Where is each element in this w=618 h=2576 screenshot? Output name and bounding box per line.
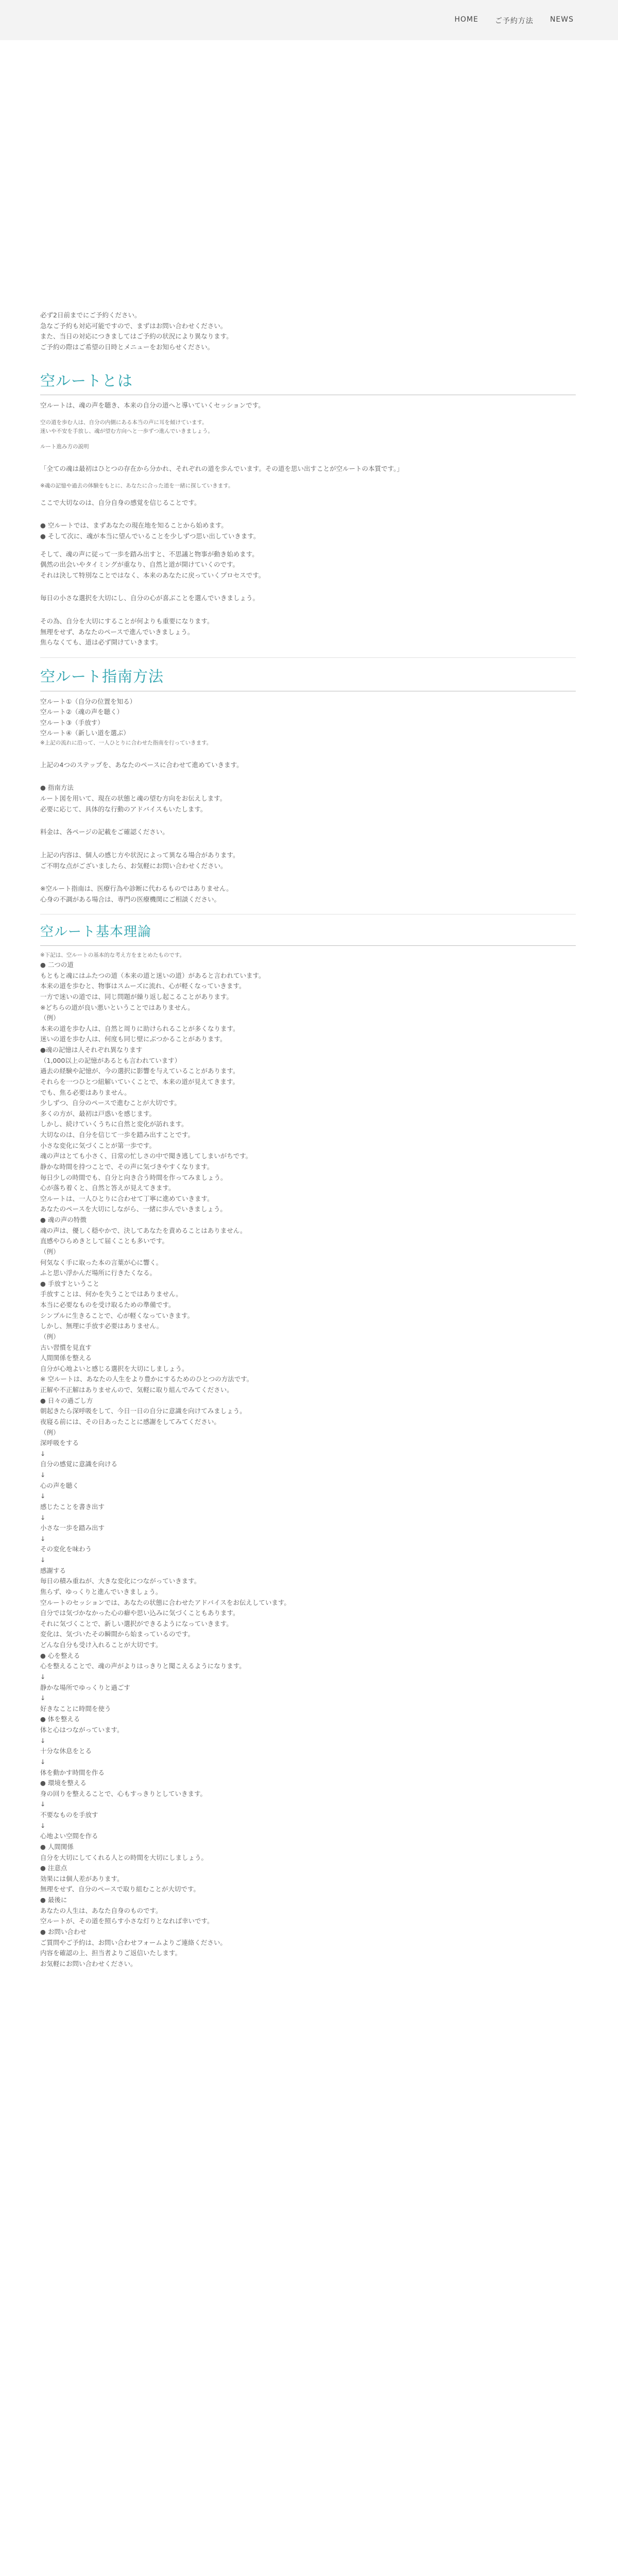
theory-block: ● お問い合わせ ご質問やご予約は、お問い合わせフォームよりご連絡ください。 内容を確認の上、担当者よりご返信いたします。 お気軽にお問い合わせください。: [40, 1927, 227, 1968]
main-content: [40, 310, 576, 1969]
theory-block: しかし、無理に手放す必要はありません。: [40, 1322, 163, 1330]
paragraph-note: 迷いや不安を手放し、魂が望む方向へと一歩ずつ進んでいきましょう。: [40, 428, 213, 434]
theory-block: （例） 古い習慣を見直す 人間関係を整える: [40, 1332, 92, 1362]
theory-block: 空ルートのセッションでは、あなたの状態に合わせたアドバイスをお伝えしています。: [40, 1598, 290, 1606]
theory-block: （例） 何気なく手に取った本の言葉が心に響く。 ふと思い浮かんだ場所に行きたくなる。: [40, 1247, 163, 1277]
section-about: [40, 371, 576, 648]
paragraph-line: ● 指南方法: [40, 784, 74, 792]
nav-reservation-link[interactable]: ご予約方法: [494, 17, 534, 25]
nav-news-link[interactable]: NEWS: [550, 15, 574, 24]
theory-block: 自分では気づかなかった心の癖や思い込みに気づくこともあります。 それに気づくことで、新しい選択ができるようになっていきます。 変化は、気づいたその瞬間から始まっているのです。: [40, 1609, 239, 1638]
theory-block: 朝起きたら深呼吸をして、今日一日の自分に意識を向けてみましょう。 夜寝る前には、その日あったことに感謝をしてみてください。: [40, 1407, 246, 1426]
theory-block: ● 人間関係 自分を大切にしてくれる人との時間を大切にしましょう。: [40, 1842, 208, 1861]
paragraph-line: ※空ルート指南は、医療行為や診断に代わるものではありません。: [40, 885, 233, 893]
theory-block: 自分が心地よいと感じる選択を大切にしましょう。: [40, 1364, 188, 1372]
section-title: 空ルートとは: [40, 371, 133, 389]
theory-block: ● 注意点 効果には個人差があります。 無理をせず、自分のペースで取り組むことが大切です。: [40, 1864, 200, 1893]
paragraph: ここで大切なのは、自分自身の感覚を信じることです。: [40, 498, 201, 506]
theory-block: ● 環境を整える 身の回りを整えることで、心もすっきりとしていきます。 ↓ 不要なものを手放す ↓ 心地よい空間を作る: [40, 1779, 207, 1840]
section-title: 空ルート基本理論: [40, 924, 152, 940]
paragraph-line: それは決して特別なことではなく、本来のあなたに戻っていくプロセスです。: [40, 571, 265, 579]
theory-block: ※ 空ルートは、あなたの人生をより豊かにするためのひとつの方法です。 正解や不正解はありませんので、気軽に取り組んでみてください。: [40, 1375, 253, 1394]
paragraph-note: 空の道を歩む人は、自分の内側にある本当の声に耳を傾けています。: [40, 419, 208, 426]
theory-block: ●魂の記憶は人それぞれ異なります （1,000以上の記憶があるとも言われています）: [40, 1046, 181, 1064]
nav-home-link[interactable]: HOME: [454, 15, 478, 24]
theory-block: ● 心を整える 心を整えることで、魂の声がよりはっきりと聞こえるようになります。 ↓ 静かな場所でゆっくりと過ごす ↓ 好きなことに時間を使う: [40, 1651, 246, 1713]
step-line: 空ルート②（魂の声を聴く）: [40, 708, 124, 716]
paragraph-line: 偶然の出会いやタイミングが重なり、自然と道が開けていくのです。: [40, 561, 239, 569]
paragraph-line: そして、魂の声に従って一歩を踏み出すと、不思議と物事が動き始めます。: [40, 550, 259, 558]
intro-line: 必ず2日前までにご予約ください。: [40, 311, 141, 319]
intro-line: また、当日の対応につきましてはご予約の状況により異なります。: [40, 332, 233, 341]
section-divider: [40, 945, 576, 946]
step-line: 空ルート③（手放す）: [40, 718, 104, 726]
paragraph-line: ご不明な点がございましたら、お気軽にお問い合わせください。: [40, 861, 227, 870]
theory-block: （例） 深呼吸をする ↓ 自分の感覚に意識を向ける ↓ 心の声を聴く ↓ 感じたことを書き出す ↓ 小さな一歩を踏み出す ↓ その変化を味わう ↓ 感謝する: [40, 1428, 118, 1574]
label-text: ルート進み方の説明: [40, 444, 89, 450]
paragraph: 料金は、各ページの記載をご確認ください。: [40, 828, 169, 836]
top-nav: [454, 15, 574, 26]
theory-block: ● 体を整える 体と心はつながっています。 ↓ 十分な休息をとる ↓ 体を動かす時間を作る: [40, 1715, 124, 1776]
intro-section: [40, 310, 576, 353]
section-method: [40, 667, 576, 905]
paragraph: 毎日の小さな選択を大切にし、自分の心が喜ぶことを選んでいきましょう。: [40, 594, 260, 602]
theory-block: ● 日々の過ごし方: [40, 1396, 93, 1404]
theory-block: 過去の経験や記憶が、今の選択に影響を与えていることがあります。 それらを一つひとつ紐解いていくことで、本来の道が見えてきます。: [40, 1067, 239, 1086]
theory-block: どんな自分も受け入れることが大切です。: [40, 1641, 162, 1649]
theory-block: ● 最後に あなたの人生は、あなた自身のものです。 空ルートが、その道を照らす小さな灯りとなれば幸いです。: [40, 1896, 214, 1925]
theory-block: 多くの方が、最初は戸惑いを感じます。 しかし、続けていくうちに自然と変化が訪れます。 大切なのは、自分を信じて一歩を踏み出すことです。: [40, 1109, 195, 1139]
section-theory: [40, 924, 576, 1969]
bullet-line: ● そして次に、魂が本当に望んでいることを少しずつ思い出していきます。: [40, 532, 260, 540]
paragraph-line: 必要に応じて、具体的な行動のアドバイスもいたします。: [40, 805, 207, 813]
section-separator: [40, 657, 576, 658]
paragraph: 空ルートは、魂の声を聴き、本来の自分の道へと導いていくセッションです。: [40, 401, 265, 410]
theory-block: でも、焦る必要はありません。 少しずつ、自分のペースで進むことが大切です。: [40, 1088, 181, 1107]
paragraph-note: ※下記は、空ルートの基本的な考え方をまとめたものです。: [40, 952, 185, 959]
theory-blocks: [40, 960, 576, 1969]
intro-line: 急なご予約も対応可能ですので、まずはお問い合わせください。: [40, 321, 227, 330]
top-bar: [0, 0, 618, 40]
theory-block: 空ルートは、一人ひとりに合わせて丁寧に進めていきます。 あなたのペースを大切にしながら、一緒に歩んでいきましょう。: [40, 1194, 227, 1213]
theory-block: 魂の声はとても小さく、日常の忙しさの中で聞き逃してしまいがちです。 静かな時間を持つことで、その声に気づきやすくなります。 毎日少しの時間でも、自分と向き合う時間を作ってみましょう。 心が落ち着くと、自然と答えが見えてきます。: [40, 1152, 252, 1192]
intro-line: ご予約の際はご希望の日時とメニューをお知らせください。: [40, 343, 214, 351]
paragraph-line: 上記の内容は、個人の感じ方や状況によって異なる場合があります。: [40, 851, 239, 859]
paragraph-line: 心身の不調がある場合は、専門の医療機関にご相談ください。: [40, 895, 221, 903]
paragraph-line: ルート図を用いて、現在の状態と魂の望む方向をお伝えします。: [40, 794, 227, 803]
paragraph: 上記の4つのステップを、あなたのペースに合わせて進めていきます。: [40, 760, 243, 769]
theory-block: シンプルに生きることで、心が軽くなっていきます。: [40, 1311, 194, 1319]
paragraph-line: その為、自分を大切にすることが何よりも重要になります。: [40, 617, 214, 625]
step-line: 空ルート①（自分の位置を知る）: [40, 697, 136, 705]
paragraph-line: 焦らなくても、道は必ず開けていきます。: [40, 638, 162, 647]
quote-paragraph: 「全ての魂は最初はひとつの存在から分かれ、それぞれの道を歩んでいます。その道を思い出すことが空ルートの本質です。」: [40, 465, 403, 473]
section-title: 空ルート指南方法: [40, 667, 164, 685]
theory-block: ● 魂の声の特徴 魂の声は、優しく穏やかで、決してあなたを責めることはありません。 直感やひらめきとして届くことも多いです。: [40, 1216, 247, 1245]
theory-block: ● 二つの道 もともと魂にはふたつの道（本来の道と迷いの道）があると言われています。 本来の道を歩むと、物事はスムーズに流れ、心が軽くなっていきます。 一方で迷いの道では、同じ問題が繰り返し起こることがあります。 ※どちらの道が良い悪いということではありません。: [40, 961, 265, 1011]
theory-block: ● 手放すということ 手放すことは、何かを失うことではありません。 本当に必要なものを受け取るための準備です。: [40, 1279, 182, 1309]
paragraph-line: 無理をせず、あなたのペースで進んでいきましょう。: [40, 628, 194, 636]
paragraph-note: ※上記の流れに沿って、一人ひとりに合わせた指南を行っていきます。: [40, 740, 212, 747]
step-line: 空ルート④（新しい道を選ぶ）: [40, 729, 130, 737]
theory-block: 毎日の積み重ねが、大きな変化につながっていきます。 焦らず、ゆっくりと進んでいきましょう。: [40, 1577, 201, 1596]
bullet-line: ● 空ルートでは、まずあなたの現在地を知ることから始めます。: [40, 521, 228, 530]
theory-block: 小さな変化に気づくことが第一歩です。: [40, 1141, 156, 1149]
theory-block: （例） 本来の道を歩む人は、自然と周りに助けられることが多くなります。 迷いの道を歩む人は、何度も同じ壁にぶつかることがあります。: [40, 1014, 239, 1043]
hero-area: [0, 40, 618, 308]
paragraph-note: ※魂の記憶や過去の体験をもとに、あなたに合った道を一緒に探していきます。: [40, 482, 234, 489]
